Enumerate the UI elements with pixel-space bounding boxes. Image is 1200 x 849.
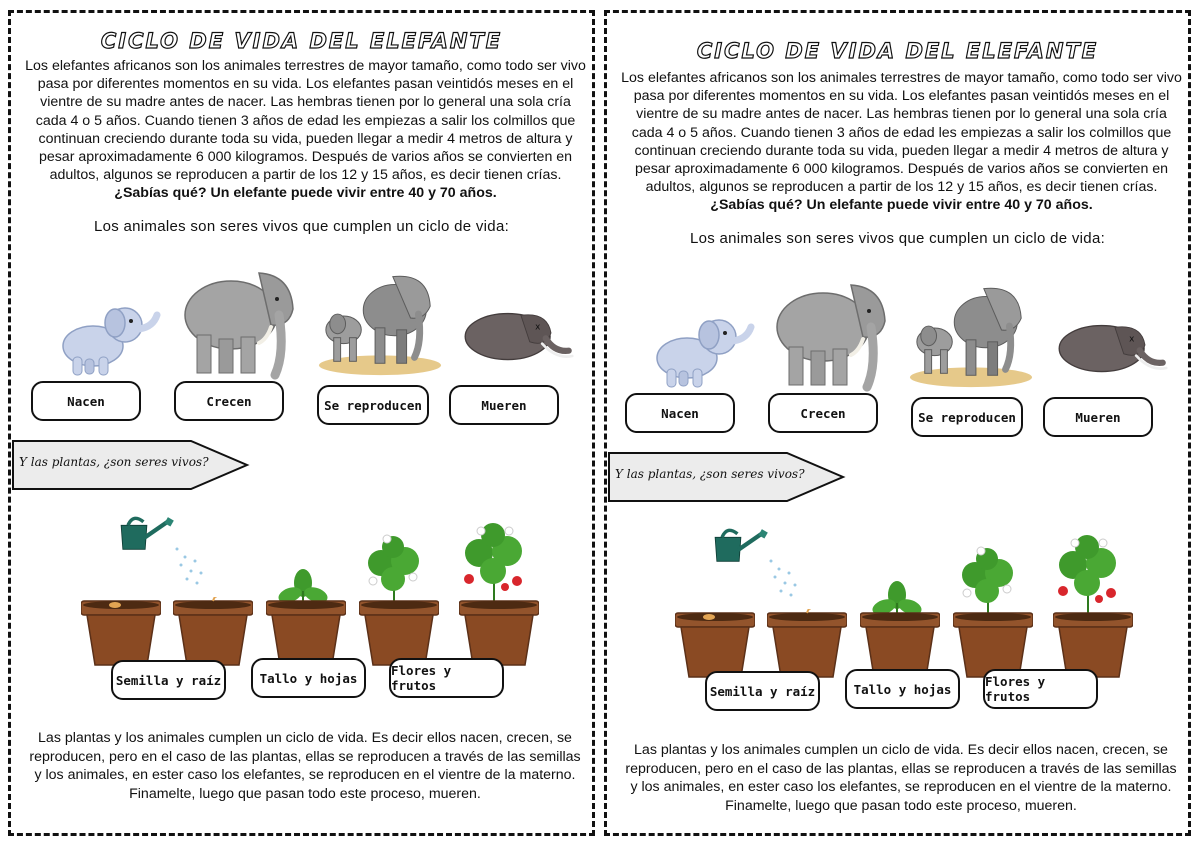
water-drops — [765, 555, 805, 605]
pot-flowers — [359, 597, 439, 667]
fact-text: ¿Sabías qué? Un elefante puede vivir entre 40 y 70 años. — [710, 197, 1093, 214]
plant-stage-semilla: Semilla y raíz — [705, 671, 820, 711]
pot-stem — [266, 597, 346, 667]
elephant-family-image — [907, 270, 1035, 390]
stage-label-nacen: Nacen — [31, 381, 141, 421]
intro-paragraph — [23, 57, 588, 203]
stage-label-crecen: Crecen — [768, 393, 878, 433]
stage-label-mueren: Mueren — [449, 385, 559, 425]
plant-stage-flores: Flores y frutos — [389, 658, 504, 698]
stage-label-se-reproducen: Se reproducen — [911, 397, 1023, 437]
stage-label-se-reproducen: Se reproducen — [317, 385, 429, 425]
plant-stage-flores: Flores y frutos — [983, 669, 1098, 709]
pot-root — [767, 609, 847, 679]
baby-elephant-image — [635, 303, 755, 393]
dead-elephant-image — [459, 297, 574, 369]
stage-label-nacen: Nacen — [625, 393, 735, 433]
plants-question: Y las plantas, ¿son seres vivos? — [19, 455, 209, 469]
dead-elephant-image — [1053, 309, 1168, 381]
plant-stage-semilla: Semilla y raíz — [111, 660, 226, 700]
plant-stage-tallo: Tallo y hojas — [251, 658, 366, 698]
adult-elephant-image — [763, 265, 893, 395]
worksheet-panel-left — [8, 10, 595, 836]
baby-elephant-image — [41, 291, 161, 381]
closing-paragraph: Las plantas y los animales cumplen un ciclo de vida. Es decir ellos nacen, crecen, se reproducen, pero en el caso de las plantas, ellas se reproducen a través de las semillas y los animales, en ester caso los elefantes, se reproducen en el vientre de la materno. Finamelte, luego que pasan todo este proceso, mueren. — [625, 742, 1177, 814]
watering-can-icon — [116, 511, 176, 555]
pot-seed — [81, 597, 161, 667]
intro-text: Los elefantes africanos son los animales terrestres de mayor tamaño, como todo ser vivo pasa por diferentes momentos en su vida. Los elefantes pasan veintidós meses en el vientre de su madre antes de nacer. Las hembras tienen por lo general una sola cría cada 4 o 5 años. Cuando tienen 3 años de edad les empiezas a salir los colmillos que continuan creciendo durante toda su vida, pueden llegar a medir 4 metros de altura y pesar aproximadamente 6 000 kilogramos. Después de varios años se convierten en adultos, algunos se reproducen a partir de los 12 y 15 años, es decir tienen crías. — [25, 58, 586, 184]
pot-fruits — [459, 597, 539, 667]
stage-label-mueren: Mueren — [1043, 397, 1153, 437]
worksheet-title: CICLO DE VIDA DEL ELEFANTE — [100, 29, 503, 53]
plant-stage-tallo: Tallo y hojas — [845, 669, 960, 709]
intro-text: Los elefantes africanos son los animales terrestres de mayor tamaño, como todo ser vivo pasa por diferentes momentos en su vida. Los elefantes pasan veintidós meses en el vientre de su madre antes de nacer. Las hembras tienen por lo general una sola cría cada 4 o 5 años. Cuando tienen 3 años de edad les empiezas a salir los colmillos que continuan creciendo durante toda su vida, pueden llegar a medir 4 metros de altura y pesar aproximadamente 6 000 kilogramos. Después de varios años se convierten en adultos, algunos se reproducen a partir de los 12 y 15 años, es decir tienen crías. — [621, 70, 1182, 196]
adult-elephant-image — [171, 253, 301, 383]
closing-paragraph: Las plantas y los animales cumplen un ciclo de vida. Es decir ellos nacen, crecen, se reproducen, pero en el caso de las plantas, ellas se reproducen a través de las semillas y los animales, en ester caso los elefantes, se reproducen en el vientre de la materno. Finamelte, luego que pasan todo este proceso, mueren. — [29, 730, 581, 802]
elephant-family-image — [316, 258, 444, 378]
animals-subtitle: Los animales son seres vivos que cumplen un ciclo de vida: — [689, 230, 1106, 247]
watering-can-icon — [710, 523, 770, 567]
intro-paragraph — [619, 69, 1184, 215]
animals-subtitle: Los animales son seres vivos que cumplen un ciclo de vida: — [93, 218, 510, 235]
plants-question: Y las plantas, ¿son seres vivos? — [615, 467, 805, 481]
water-drops — [171, 543, 211, 593]
worksheet-panel-right — [604, 10, 1191, 836]
worksheet-title: CICLO DE VIDA DEL ELEFANTE — [696, 39, 1099, 63]
pot-root — [173, 597, 253, 667]
pot-seed — [675, 609, 755, 679]
stage-label-crecen: Crecen — [174, 381, 284, 421]
fact-text: ¿Sabías qué? Un elefante puede vivir entre 40 y 70 años. — [114, 185, 497, 202]
